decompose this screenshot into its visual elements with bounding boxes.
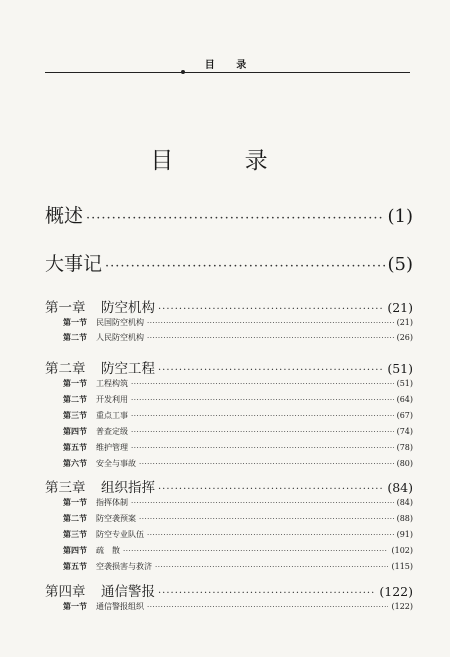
section-number: 第一节 bbox=[63, 378, 87, 388]
section-number: 第六节 bbox=[63, 458, 87, 468]
dot-leader bbox=[105, 259, 384, 274]
dot-leader bbox=[123, 547, 388, 555]
section-title: 普查定级 bbox=[96, 427, 128, 436]
toc-page-number: (51) bbox=[396, 379, 413, 388]
running-header: 目 录 bbox=[204, 60, 256, 71]
section-number: 第五节 bbox=[63, 442, 87, 452]
toc-section[interactable] bbox=[63, 513, 413, 524]
dot-leader bbox=[131, 499, 394, 507]
dot-leader bbox=[155, 563, 388, 571]
section-title: 人民防空机构 bbox=[96, 333, 144, 342]
dot-leader bbox=[147, 531, 394, 539]
toc-section[interactable] bbox=[63, 378, 413, 389]
section-number: 第三节 bbox=[63, 410, 87, 420]
dot-leader bbox=[131, 396, 394, 404]
toc-section[interactable] bbox=[63, 529, 413, 540]
toc-page-number: (91) bbox=[396, 530, 413, 539]
dot-leader bbox=[147, 319, 394, 327]
toc-page-number: (115) bbox=[391, 562, 413, 571]
toc-section[interactable] bbox=[63, 601, 413, 612]
toc-section[interactable] bbox=[63, 317, 413, 328]
toc-section[interactable] bbox=[63, 442, 413, 453]
section-number: 第四节 bbox=[63, 545, 87, 555]
toc-page-number: (78) bbox=[396, 443, 413, 452]
dot-leader bbox=[139, 460, 394, 468]
dot-leader bbox=[131, 412, 394, 420]
chapter-title: 防空工程 bbox=[101, 361, 155, 377]
toc-entry-overview[interactable] bbox=[45, 201, 413, 228]
toc-page-number: (1) bbox=[387, 206, 413, 227]
toc-page-number: (122) bbox=[379, 584, 413, 599]
section-title: 疏 散 bbox=[96, 546, 120, 555]
section-title: 开发利用 bbox=[96, 395, 128, 404]
toc-entry-label: 大事记 bbox=[45, 253, 103, 275]
toc-page-number: (122) bbox=[391, 602, 413, 611]
section-title: 民国防空机构 bbox=[96, 318, 144, 327]
toc-page-number: (21) bbox=[387, 300, 413, 315]
chapter-number: 第一章 bbox=[45, 300, 86, 316]
chapter-number: 第四章 bbox=[45, 584, 86, 600]
dot-leader bbox=[158, 365, 384, 376]
toc-section[interactable] bbox=[63, 394, 413, 405]
dot-leader bbox=[158, 304, 384, 315]
toc-section[interactable] bbox=[63, 497, 413, 508]
section-title: 重点工事 bbox=[96, 411, 128, 420]
dot-leader bbox=[158, 588, 376, 599]
section-number: 第五节 bbox=[63, 561, 87, 571]
section-title: 工程构筑 bbox=[96, 379, 128, 388]
toc-page-number: (64) bbox=[396, 395, 413, 404]
chapter-title: 通信警报 bbox=[101, 584, 155, 600]
toc-page-number: (84) bbox=[396, 498, 413, 507]
section-number: 第一节 bbox=[63, 601, 87, 611]
section-title: 通信警报组织 bbox=[96, 602, 144, 611]
section-title: 安全与事故 bbox=[96, 459, 136, 468]
dot-leader bbox=[158, 484, 384, 495]
section-title: 指挥体制 bbox=[96, 498, 128, 507]
dot-leader bbox=[131, 380, 394, 388]
toc-chapter[interactable] bbox=[45, 357, 413, 377]
section-number: 第二节 bbox=[63, 394, 87, 404]
toc-page-number: (80) bbox=[396, 459, 413, 468]
section-title: 空袭损害与救济 bbox=[96, 562, 152, 571]
chapter-title: 防空机构 bbox=[101, 300, 155, 316]
toc-page-number: (74) bbox=[396, 427, 413, 436]
toc-page-number: (102) bbox=[391, 546, 413, 555]
section-number: 第四节 bbox=[63, 426, 87, 436]
header-rule bbox=[45, 72, 410, 73]
section-title: 防空袭预案 bbox=[96, 514, 136, 523]
toc-page-number: (5) bbox=[387, 254, 413, 275]
toc-section[interactable] bbox=[63, 561, 413, 572]
toc-page-number: (84) bbox=[387, 480, 413, 495]
toc-page-number: (26) bbox=[396, 333, 413, 342]
toc-entry-label: 概述 bbox=[45, 205, 84, 227]
toc-chapter[interactable] bbox=[45, 476, 413, 496]
toc-page-number: (88) bbox=[396, 514, 413, 523]
section-number: 第二节 bbox=[63, 332, 87, 342]
dot-leader bbox=[131, 444, 394, 452]
chapter-number: 第三章 bbox=[45, 480, 86, 496]
toc-section[interactable] bbox=[63, 545, 413, 556]
chapter-number: 第二章 bbox=[45, 361, 86, 377]
toc-chapter[interactable] bbox=[45, 296, 413, 316]
toc-chapter[interactable] bbox=[45, 580, 413, 600]
section-number: 第二节 bbox=[63, 513, 87, 523]
section-title: 防空专业队伍 bbox=[96, 530, 144, 539]
dot-leader bbox=[147, 603, 388, 611]
toc-section[interactable] bbox=[63, 410, 413, 421]
dot-leader bbox=[139, 515, 394, 523]
toc-page-number: (21) bbox=[396, 318, 413, 327]
toc-section[interactable] bbox=[63, 332, 413, 343]
dot-leader bbox=[86, 211, 384, 226]
toc-page-number: (51) bbox=[387, 361, 413, 376]
toc-section[interactable] bbox=[63, 458, 413, 469]
chapter-title: 组织指挥 bbox=[101, 480, 155, 496]
toc-page-number: (67) bbox=[396, 411, 413, 420]
section-number: 第三节 bbox=[63, 529, 87, 539]
dot-leader bbox=[131, 428, 394, 436]
section-title: 维护管理 bbox=[96, 443, 128, 452]
section-number: 第一节 bbox=[63, 317, 87, 327]
toc-section[interactable] bbox=[63, 426, 413, 437]
dot-leader bbox=[147, 334, 394, 342]
section-number: 第一节 bbox=[63, 497, 87, 507]
page-title: 目 录 bbox=[150, 148, 300, 174]
toc-entry-chronicle[interactable] bbox=[45, 249, 413, 276]
